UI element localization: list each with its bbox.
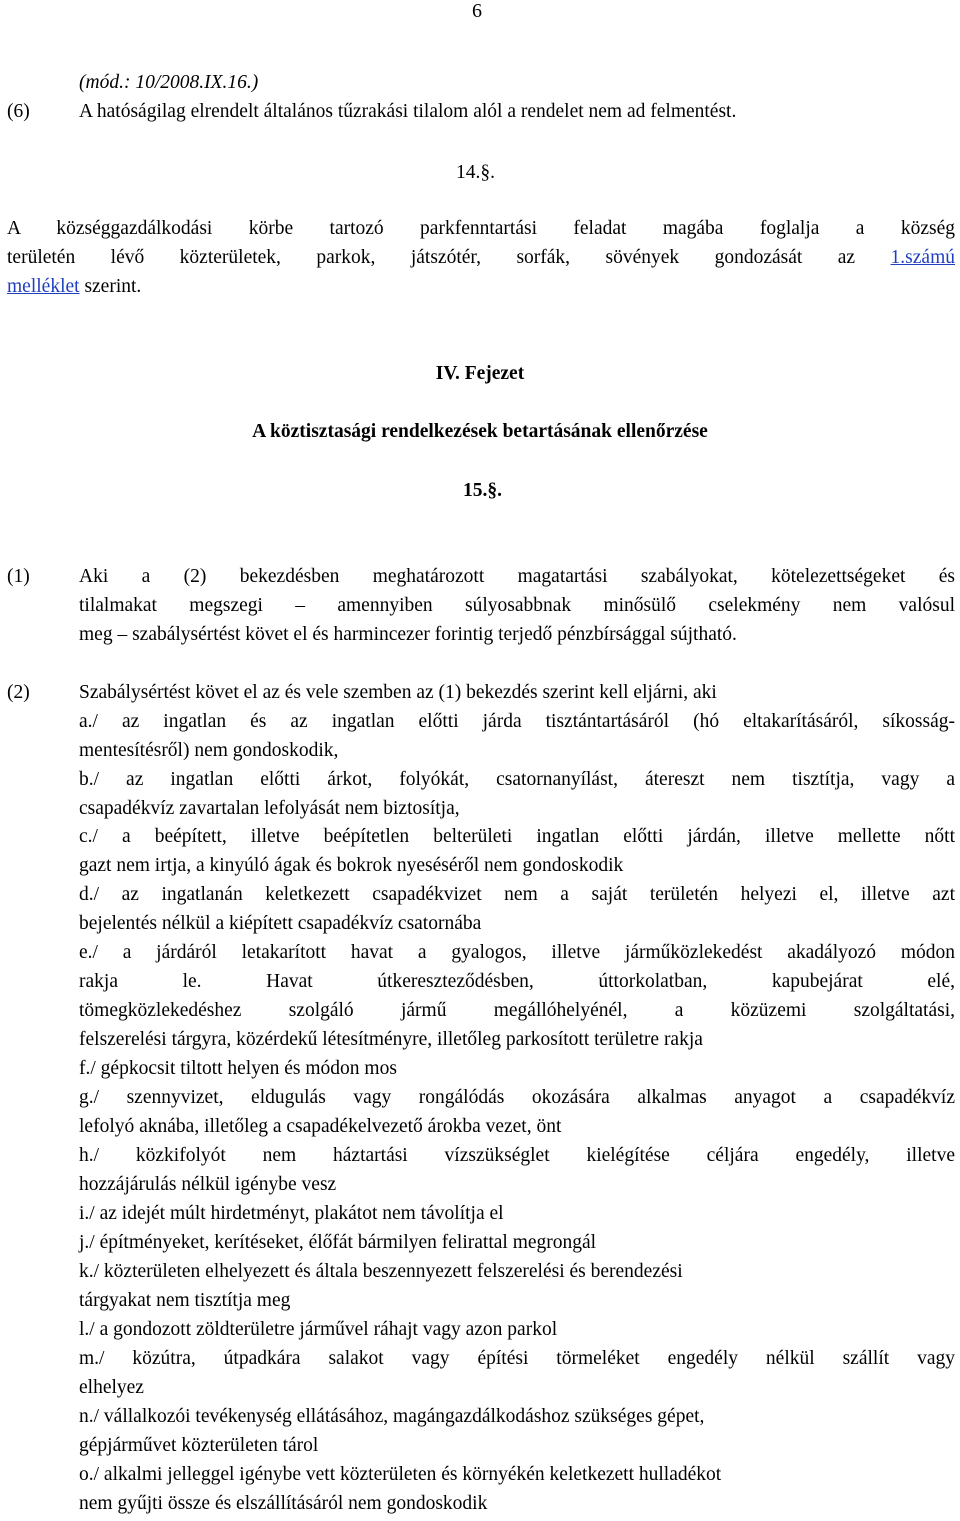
list-item-line: l./ a gondozott zöldterületre járművel ráhajt vagy azon parkol <box>79 1319 558 1340</box>
list-item-line: tárgyakat nem tisztítja meg <box>79 1290 291 1311</box>
text-line <box>7 277 141 297</box>
chapter-subtitle: A köztisztasági rendelkezések betartásának ellenőrzése <box>252 421 708 442</box>
paragraph-number: (6) <box>7 101 30 122</box>
list-item-line: mentesítésről) nem gondoskodik, <box>79 740 339 761</box>
text-line <box>7 248 955 268</box>
list-item-line: m./ közútra, útpadkára salakot vagy építési törmeléket engedély nélkül szállít vagy <box>79 1348 955 1369</box>
text-line: Aki a (2) bekezdésben meghatározott magatartási szabályokat, kötelezettségeket és <box>79 566 955 587</box>
annex-link[interactable]: melléklet <box>7 276 80 297</box>
paragraph-text: A hatóságilag elrendelt általános tűzrakási tilalom alól a rendelet nem ad felmentést. <box>79 101 737 122</box>
page-number: 6 <box>472 0 482 22</box>
text-line: meg – szabálysértést követ el és harmincezer forintig terjedő pénzbírsággal sújtható. <box>79 624 737 645</box>
list-item-line: n./ vállalkozói tevékenység ellátásához, magángazdálkodáshoz szükséges gépet, <box>79 1406 705 1427</box>
list-item-line: lefolyó aknába, illetőleg a csapadékelvezető árokba vezet, önt <box>79 1116 562 1137</box>
list-item-line: j./ építményeket, kerítéseket, élőfát bármilyen felirattal megrongál <box>79 1232 597 1253</box>
list-item-line: csapadékvíz zavartalan lefolyását nem biztosítja, <box>79 798 460 819</box>
paragraph-number: (2) <box>7 682 30 703</box>
list-item-line: f./ gépkocsit tiltott helyen és módon mos <box>79 1058 397 1079</box>
paragraph-intro: Szabálysértést követ el az és vele szemben az (1) bekezdés szerint kell eljárni, aki <box>79 682 717 703</box>
paragraph-number: (1) <box>7 566 30 587</box>
text-fragment: területén lévő közterületek, parkok, játszótér, sorfák, sövények gondozását az <box>7 247 891 268</box>
section-15-heading: 15.§. <box>463 480 502 501</box>
list-item-line: a./ az ingatlan és az ingatlan előtti járda tisztántartásáról (hó eltakarításáról, síkosság- <box>79 711 955 732</box>
text-line: A községgazdálkodási körbe tartozó parkfenntartási feladat magába foglalja a község <box>7 218 955 239</box>
list-item-line: rakja le. Havat útkereszteződésben, úttorkolatban, kapubejárat elé, <box>79 971 955 992</box>
list-item-line: d./ az ingatlanán keletkezett csapadékvizet nem a saját területén helyezi el, illetve azt <box>79 884 955 905</box>
list-item-line: hozzájárulás nélkül igénybe vesz <box>79 1174 337 1195</box>
list-item-line: felszerelési tárgyra, közérdekű létesítményre, illetőleg parkosított területre rakja <box>79 1029 703 1050</box>
list-item-line: elhelyez <box>79 1377 144 1398</box>
list-item-line: k./ közterületen elhelyezett és általa beszennyezett felszerelési és berendezési <box>79 1261 683 1282</box>
list-item-line: o./ alkalmi jelleggel igénybe vett közterületen és környékén keletkezett hulladékot <box>79 1464 722 1485</box>
list-item-line: gépjárművet közterületen tárol <box>79 1435 319 1456</box>
list-item-line: gazt nem irtja, a kinyúló ágak és bokrok nyeséséről nem gondoskodik <box>79 855 624 876</box>
chapter-title: IV. Fejezet <box>435 363 525 384</box>
list-item-line: tömegközlekedéshez szolgáló jármű megállóhelyénél, a közüzemi szolgáltatási, <box>79 1000 955 1021</box>
annex-link[interactable]: 1.számú <box>890 247 955 268</box>
list-item-line: e./ a járdáról letakarított havat a gyalogos, illetve járműközlekedést akadályozó módon <box>79 942 955 963</box>
section-14-heading: 14.§. <box>456 162 495 183</box>
list-item-line: h./ közkifolyót nem háztartási vízszükséglet kielégítése céljára engedély, illetve <box>79 1145 955 1166</box>
list-item-line: c./ a beépített, illetve beépítetlen belterületi ingatlan előtti járdán, illetve mellette nőtt <box>79 826 955 847</box>
text-fragment: szerint. <box>79 276 142 297</box>
list-item-line: i./ az idejét múlt hirdetményt, plakátot nem távolítja el <box>79 1203 504 1224</box>
list-item-line: g./ szennyvizet, eldugulás vagy rongálódás okozására alkalmas anyagot a csapadékvíz <box>79 1087 955 1108</box>
amendment-note: (mód.: 10/2008.IX.16.) <box>79 72 259 93</box>
list-item-line: bejelentés nélkül a kiépített csapadékvíz csatornába <box>79 913 482 934</box>
text-line: tilalmakat megszegi – amennyiben súlyosabbnak minősülő cselekmény nem valósul <box>79 595 955 616</box>
list-item-line: nem gyűjti össze és elszállításáról nem gondoskodik <box>79 1493 488 1514</box>
list-item-line: b./ az ingatlan előtti árkot, folyókát, csatornanyílást, átereszt nem tisztítja, vagy a <box>79 769 955 790</box>
